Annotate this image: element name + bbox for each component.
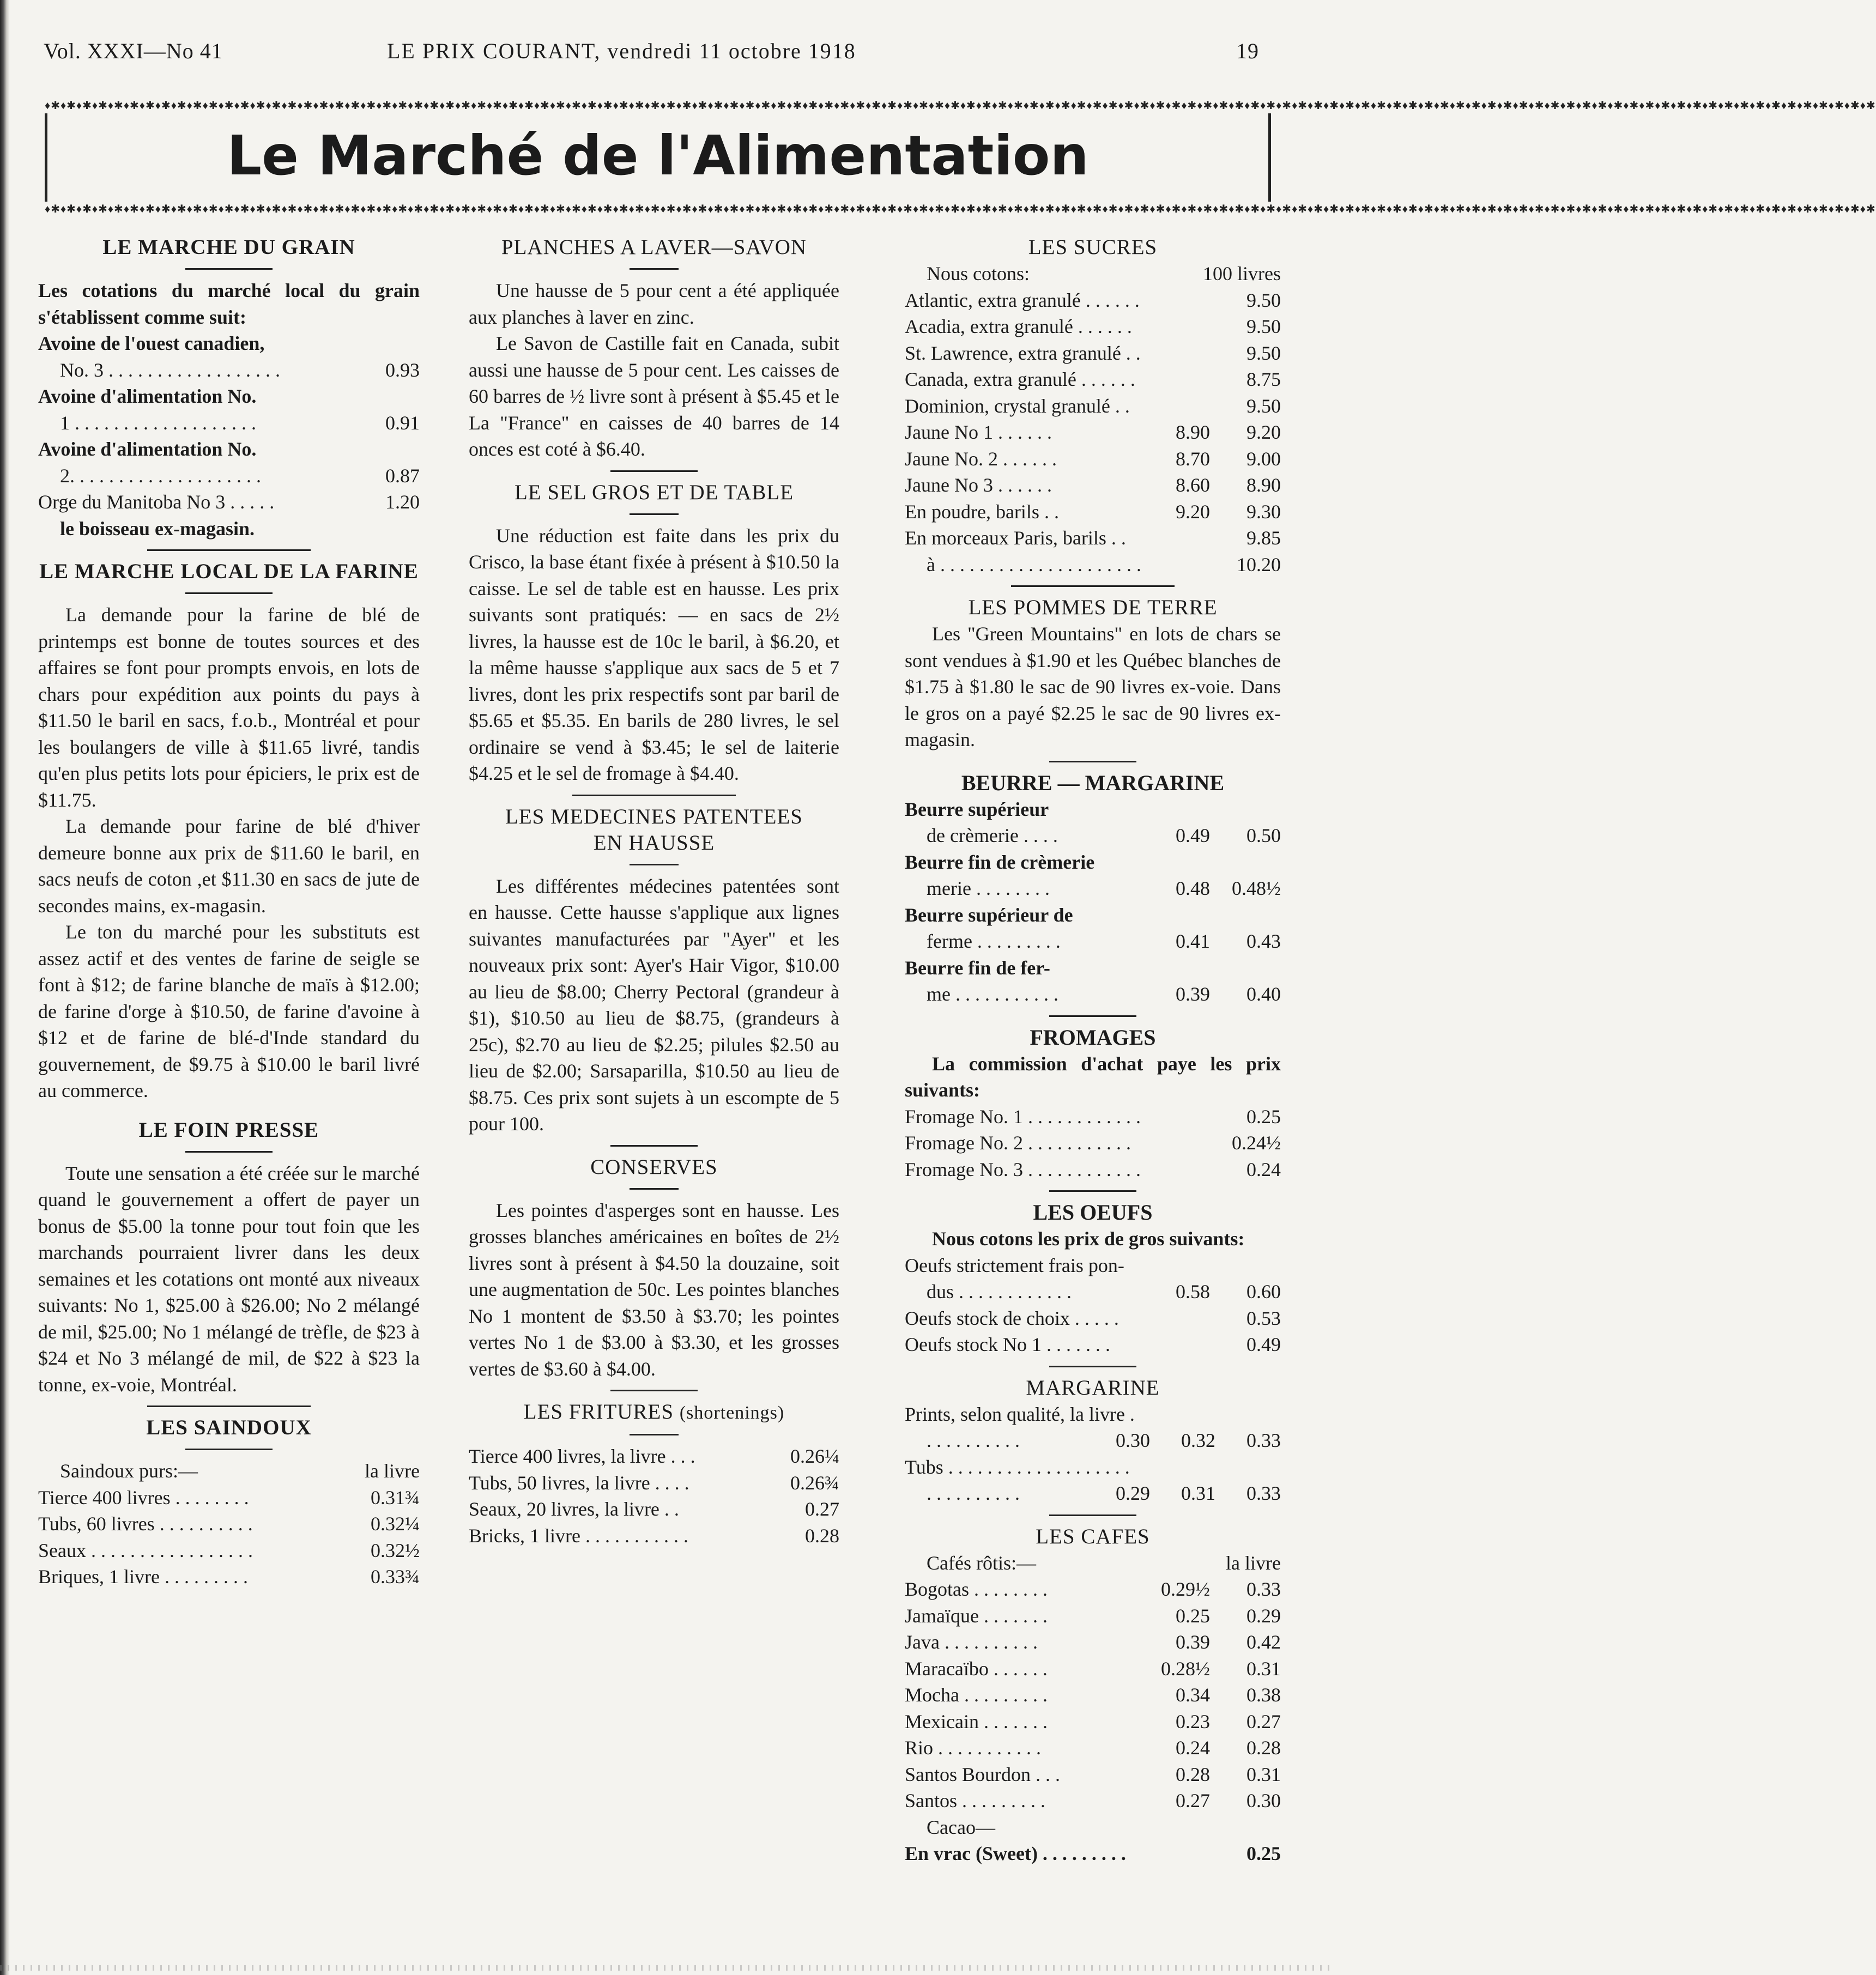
running-header [38,38,1292,76]
saindoux-row: Seaux . . . . . . . . . . . . . . . . . 0.32½ [38,1539,420,1561]
conserves-paragraph: Les pointes d'asperges sont en hausse. Les grosses blanches américaines en boîtes de 2½ livres sont à présent à $4.50 la douzaine, soit une augmentation de 50c. Les pointes blanches No 1 montent de $3.50 à $3.70; les pointes vertes No 1 de $3.00 à $3.30, et les grosses vertes de $3.60 à $4.00. [469,1199,839,1380]
sucres-row: Acadia, extra granulé . . . . . . 9.50 [905,316,1281,337]
rule [185,1449,273,1450]
oeufs-row: Oeufs stock de choix . . . . . 0.53 [905,1307,1281,1329]
beurre-line: Beurre fin de crèmerie [905,851,1095,873]
planches-paragraph: Le Savon de Castille fait en Canada, subit aussi une hausse de 5 pour cent. Les caisses de 60 barres de ½ livre sont à présent à $5.45 et le La "France" en caisses de 40 barres de 14 onces est coté à $6.40. [469,332,839,460]
margarine-row: . . . . . . . . . . 0.29 0.31 0.33 [927,1482,1281,1504]
column-right [905,234,1281,1867]
rule [1049,761,1136,762]
grain-intro: Les cotations du marché local du grain s'établissent comme suit: [38,280,420,328]
fritures-row: Bricks, 1 livre . . . . . . . . . . . 0.28 [469,1524,839,1547]
farine-paragraph: La demande pour la farine de blé de printemps est bonne de toutes sources et des affaires se font pour prompts envois, en lots de chars pour expédition aux points du pays à $11.50 le baril en sacs, f.o.b., Montréal et pour les boulangers de ville à $11.65 livré, tandis qu'en plus petits lots pour épiciers, le prix est de $11.75. [38,604,420,811]
heading-medecines-2: EN HAUSSE [593,831,715,855]
page-bottom-edge [0,1965,1332,1971]
beurre-row: ferme . . . . . . . . . 0.41 0.43 [927,930,1281,952]
cafes-row: Santos . . . . . . . . . 0.27 0.30 [905,1790,1281,1812]
saindoux-row: Tubs, 60 livres . . . . . . . . . . 0.32¼ [38,1513,420,1535]
margarine-row: . . . . . . . . . . 0.30 0.32 0.33 [927,1429,1281,1451]
grain-line: Avoine d'alimentation No. [38,385,257,407]
section-banner [45,98,1876,217]
page-number: 19 [1236,39,1259,63]
sucres-row: Canada, extra granulé . . . . . . 8.75 [905,368,1281,390]
saindoux-head: Saindoux purs:— la livre [60,1460,420,1482]
heading-fritures: LES FRITURES (shortenings) [523,1400,785,1423]
rule [610,1390,698,1391]
rule [610,470,698,472]
sucres-row: Jaune No 3 . . . . . . 8.60 8.90 [905,474,1281,496]
heading-saindoux: LES SAINDOUX [146,1416,312,1439]
rule [185,1151,273,1153]
foin-paragraph: Toute une sensation a été créée sur le marché quand le gouvernement a offert de payer un bonus de $5.00 la tonne pour tout foin que les marchands pourraient livrer dans les deux semaines et les cotations ont monté aux niveaux suivants: No 1, $25.00 à $26.00; No 2 mélangé de mil, $25.00; No 1 mélangé de trèfle, de $23 à $24 et No 3 mélangé de mil, de $22 à $23 la tonne, ex-voie, Montréal. [38,1162,420,1396]
grain-line: Avoine de l'ouest canadien, [38,332,265,354]
sucres-head: Nous cotons: 100 livres [927,263,1281,284]
sucres-row: Atlantic, extra granulé . . . . . . 9.50 [905,289,1281,311]
sucres-row: En morceaux Paris, barils . . 9.85 [905,527,1281,549]
beurre-row: me . . . . . . . . . . . 0.39 0.40 [927,983,1281,1005]
heading-oeufs: LES OEUFS [1033,1200,1153,1225]
rule [572,795,736,796]
cacao-line: Cacao— [927,1816,995,1838]
ornament-border-bottom: ♦✱♦✱♦✱♦✱♦✱♦✱♦✱♦✱♦✱♦✱♦✱♦✱♦✱♦✱♦✱♦✱♦✱♦✱♦✱♦✱♦✱♦✱♦✱♦✱♦✱♦✱♦✱♦✱♦✱♦✱♦✱♦✱♦✱♦✱♦✱♦✱♦✱♦✱♦✱♦✱♦✱♦✱♦✱♦✱♦✱♦✱♦✱♦✱♦✱♦✱♦✱♦✱♦✱♦✱♦✱♦✱♦✱♦✱♦✱♦✱♦✱♦✱♦✱♦✱♦✱♦✱♦✱♦✱♦✱♦✱♦✱♦✱♦✱♦✱♦✱♦✱♦✱♦✱♦✱♦✱♦✱♦✱♦✱♦✱♦✱♦✱♦✱♦✱♦✱♦✱♦✱♦✱♦✱♦✱♦✱♦✱♦✱♦✱♦✱♦✱♦✱♦✱♦✱♦✱♦✱♦✱♦✱♦✱♦✱♦✱♦✱♦✱♦✱♦✱♦✱♦✱ [45,203,1876,215]
grain-line: Avoine d'alimentation No. [38,438,257,460]
heading-margarine: MARGARINE [1026,1376,1160,1400]
grain-price-row: No. 3 . . . . . . . . . . . . . . . . . . 0.93 [60,359,420,381]
rule [630,1188,679,1190]
fromages-row: Fromage No. 3 . . . . . . . . . . . . 0.24 [905,1158,1281,1180]
rule [630,864,679,865]
cafes-head: Cafés rôtis:— la livre [927,1552,1281,1574]
planches-paragraph: Une hausse de 5 pour cent a été appliquée aux planches à laver en zinc. [469,280,839,328]
sel-paragraph: Une réduction est faite dans les prix du Crisco, la base étant fixée à présent à $10.50 la caisse. Le sel de table est en hausse. Les prix suivants sont pratiqués: — en sacs de 2½ livres, la hausse est de 10c le baril, à $6.20, et la même hausse s'applique aux sacs de 5 et 7 livres, dont les prix respectifs sont par baril de $5.65 et $5.35. En barils de 280 livres, le sel ordinaire se vend à $3.45; le sel de laiterie $4.25 et le sel de fromage à $4.40. [469,524,839,784]
rule [1049,1366,1136,1367]
heading-conserves: CONSERVES [590,1155,718,1179]
grain-price-row: Orge du Manitoba No 3 . . . . . 1.20 [38,491,420,513]
rule [610,1145,698,1147]
sucres-row: Jaune No 1 . . . . . . 8.90 9.20 [905,421,1281,443]
rule [1049,1190,1136,1192]
fromages-row: Fromage No. 1 . . . . . . . . . . . . 0.25 [905,1105,1281,1128]
beurre-line: Beurre fin de fer- [905,956,1050,979]
oeufs-row: Oeufs stock No 1 . . . . . . . 0.49 [905,1334,1281,1355]
sucres-row: En poudre, barils . . 9.20 9.30 [905,500,1281,523]
column-left [38,234,420,1590]
oeufs-row: dus . . . . . . . . . . . . 0.58 0.60 [927,1281,1281,1302]
cacao-row: En vrac (Sweet) . . . . . . . . . 0.25 [905,1843,1281,1864]
medecines-paragraph: Les différentes médecines patentées sont en hausse. Cette hausse s'applique aux lignes suivantes manufacturées par "Ayer" et les nouveaux prix sont: Ayer's Hair Vigor, $10.00 au lieu de $8.00; Cherry Pectoral (grandeur à $1), $10.50 au lieu de $8.75, (grandeurs à 25c), $2.70 au lieu de $2.25; pilules $2.50 au lieu de $2.00; Sarsaparilla, $10.50 au lieu de $8.75. Ces prix sont sujets à un escompte de 5 pour 100. [469,875,839,1135]
volume-number: Vol. XXXI—No 41 [44,39,223,63]
heading-cafes: LES CAFES [1036,1524,1150,1548]
rule [630,268,679,270]
beurre-row: merie . . . . . . . . 0.48 0.48½ [927,877,1281,899]
heading-sucres: LES SUCRES [1028,235,1158,259]
column-middle [469,234,839,1549]
heading-foin: LE FOIN PRESSE [138,1118,319,1142]
saindoux-row: Briques, 1 livre . . . . . . . . . 0.33¾ [38,1566,420,1588]
cafes-row: Bogotas . . . . . . . . 0.29½ 0.33 [905,1578,1281,1600]
rule [147,549,311,551]
fritures-row: Tubs, 50 livres, la livre . . . . 0.26¾ [469,1471,839,1494]
fromages-intro: La commission d'achat paye les prix suivants: [905,1052,1281,1101]
beurre-line: Beurre supérieur [905,798,1049,820]
rule [630,1434,679,1435]
sucres-row: St. Lawrence, extra granulé . . 9.50 [905,342,1281,364]
rule [1049,1514,1136,1516]
beurre-line: Beurre supérieur de [905,904,1073,926]
pommes-paragraph: Les "Green Mountains" en lots de chars se sont vendues à $1.90 et les Québec blanches de $1.75 à $1.80 le sac de 90 livres ex-voie. Dans le gros on a payé $2.25 le sac de 90 livres ex-magasin. [905,623,1281,750]
page-edge [0,0,10,1975]
cafes-row: Java . . . . . . . . . . 0.39 0.42 [905,1631,1281,1653]
grain-line: le boisseau ex-magasin. [60,517,255,540]
heading-pommes: LES POMMES DE TERRE [968,596,1218,619]
oeufs-intro: Nous cotons les prix de gros suivants: [932,1228,1245,1250]
sucres-row: Dominion, crystal granulé . . 9.50 [905,395,1281,417]
farine-paragraph: La demande pour farine de blé d'hiver demeure bonne aux prix de $11.60 le baril, en sacs neufs de coton ,et $11.30 en sacs de jute de secondes mains, ex-magasin. [38,815,420,917]
heading-farine: LE MARCHE LOCAL DE LA FARINE [39,560,419,583]
section-title: Le Marché de l'Alimentation [227,124,1089,187]
saindoux-row: Tierce 400 livres . . . . . . . . 0.31¾ [38,1486,420,1508]
rule [630,513,679,515]
rule [1011,585,1175,587]
heading-medecines: LES MEDECINES PATENTEES [505,804,803,828]
rule [185,268,273,270]
rule [1049,1015,1136,1017]
cafes-row: Jamaïque . . . . . . . 0.25 0.29 [905,1604,1281,1627]
ornament-border-top: ♦✱♦✱♦✱♦✱♦✱♦✱♦✱♦✱♦✱♦✱♦✱♦✱♦✱♦✱♦✱♦✱♦✱♦✱♦✱♦✱♦✱♦✱♦✱♦✱♦✱♦✱♦✱♦✱♦✱♦✱♦✱♦✱♦✱♦✱♦✱♦✱♦✱♦✱♦✱♦✱♦✱♦✱♦✱♦✱♦✱♦✱♦✱♦✱♦✱♦✱♦✱♦✱♦✱♦✱♦✱♦✱♦✱♦✱♦✱♦✱♦✱♦✱♦✱♦✱♦✱♦✱♦✱♦✱♦✱♦✱♦✱♦✱♦✱♦✱♦✱♦✱♦✱♦✱♦✱♦✱♦✱♦✱♦✱♦✱♦✱♦✱♦✱♦✱♦✱♦✱♦✱♦✱♦✱♦✱♦✱♦✱♦✱♦✱♦✱♦✱♦✱♦✱♦✱♦✱♦✱♦✱♦✱♦✱♦✱♦✱♦✱♦✱♦✱♦✱♦✱♦✱ [45,100,1876,112]
banner-frame [45,113,1271,202]
fritures-row: Tierce 400 livres, la livre . . . 0.26¼ [469,1445,839,1467]
heading-sel: LE SEL GROS ET DE TABLE [514,480,794,504]
fritures-row: Seaux, 20 livres, la livre . . 0.27 [469,1498,839,1520]
heading-beurre: BEURRE — MARGARINE [961,770,1225,795]
publication-title: LE PRIX COURANT, vendredi 11 octobre 1918 [387,39,856,63]
fromages-row: Fromage No. 2 . . . . . . . . . . . 0.24½ [905,1132,1281,1154]
sucres-row: à . . . . . . . . . . . . . . . . . . . . . 10.20 [927,553,1281,575]
heading-fromages: FROMAGES [1030,1025,1156,1050]
rule [185,592,273,594]
oeufs-line: Oeufs strictement frais pon- [905,1254,1124,1276]
cafes-row: Mocha . . . . . . . . . 0.34 0.38 [905,1684,1281,1706]
heading-planches: PLANCHES A LAVER—SAVON [501,235,807,259]
margarine-line: Prints, selon qualité, la livre . [905,1403,1135,1425]
farine-paragraph: Le ton du marché pour les substituts est assez actif et des ventes de farine de seigle se font à $12; de farine blanche de maïs à $12.00; de farine d'orge à $10.50, de farine d'avoine à $12 et de farine de blé-d'Inde standard du gouvernement, de $9.75 à $10.00 le baril livré au commerce. [38,921,420,1101]
rule [147,1405,311,1407]
sucres-row: Jaune No. 2 . . . . . . 8.70 9.00 [905,447,1281,470]
cafes-row: Mexicain . . . . . . . 0.23 0.27 [905,1710,1281,1732]
grain-price-row: 2. . . . . . . . . . . . . . . . . . . . 0.87 [60,464,420,487]
cafes-row: Maracaïbo . . . . . . 0.28½ 0.31 [905,1657,1281,1680]
cafes-row: Rio . . . . . . . . . . . 0.24 0.28 [905,1737,1281,1759]
cafes-row: Santos Bourdon . . . 0.28 0.31 [905,1763,1281,1785]
beurre-row: de crèmerie . . . . 0.49 0.50 [927,825,1281,846]
grain-price-row: 1 . . . . . . . . . . . . . . . . . . . 0.91 [60,411,420,434]
heading-grain: LE MARCHE DU GRAIN [102,235,355,259]
margarine-line: Tubs . . . . . . . . . . . . . . . . . . . [905,1456,1130,1478]
